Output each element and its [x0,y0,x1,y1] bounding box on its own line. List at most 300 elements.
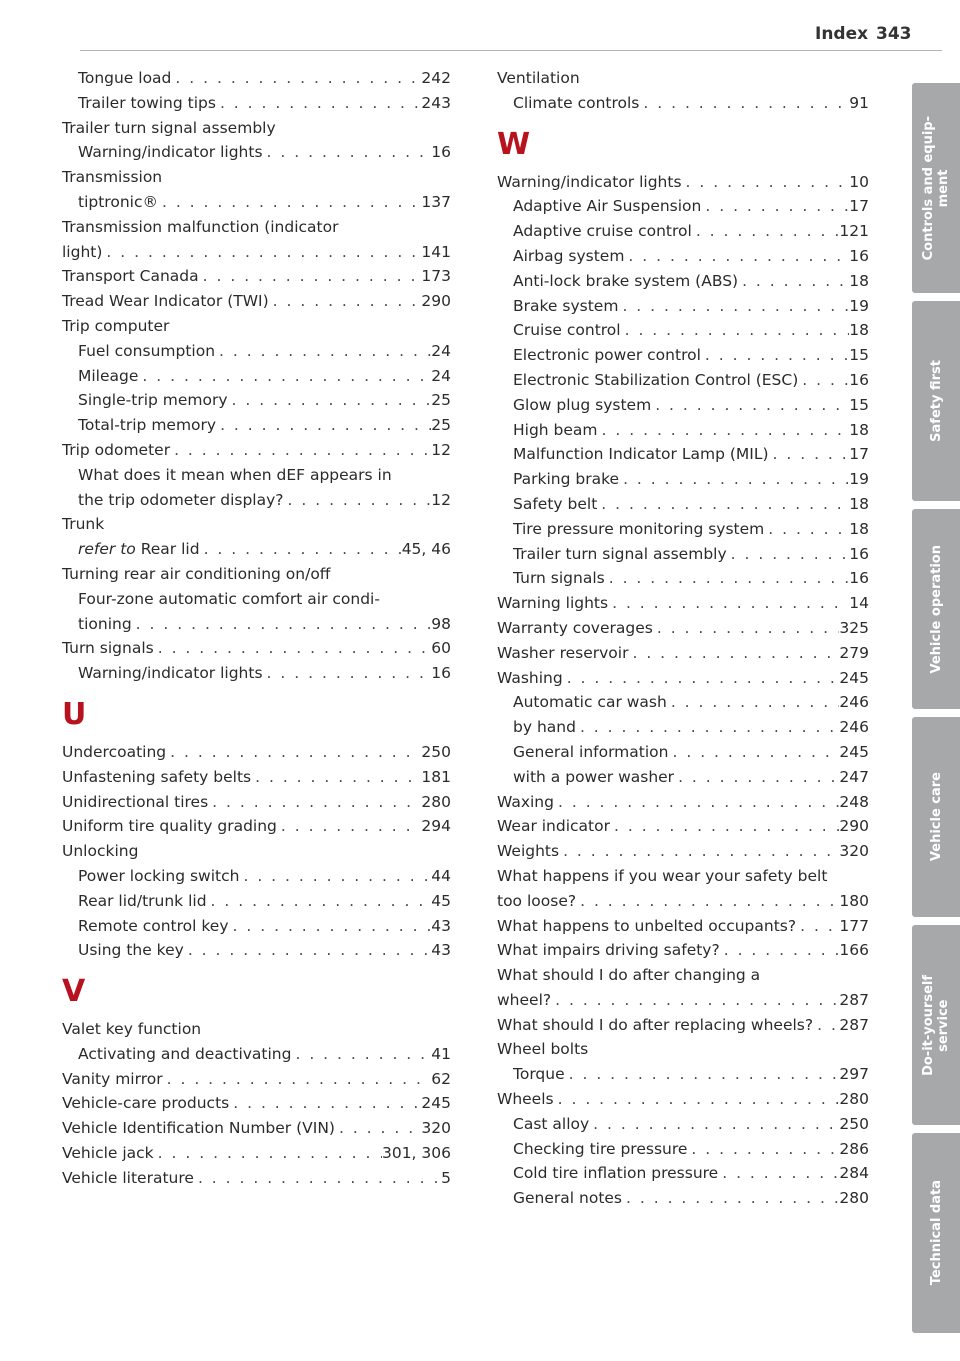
page-reference[interactable]: 245 [839,668,869,687]
page-reference[interactable]: 280 [421,792,451,811]
dot-leader [598,418,850,443]
entry-term: Warning/indicator lights [78,664,263,683]
index-entry[interactable] [497,1087,869,1112]
dot-leader [229,914,432,939]
page-reference[interactable]: 62 [431,1069,451,1088]
dot-leader [720,938,840,963]
dot-leader [239,864,431,889]
index-entry[interactable] [497,790,869,815]
page-reference[interactable]: 287 [839,990,869,1009]
index-entry[interactable] [497,219,869,244]
index-entry[interactable] [497,690,869,715]
page-reference[interactable]: 19 [849,470,869,489]
page-reference[interactable]: 245 [421,1094,451,1113]
page-reference[interactable]: 18 [849,519,869,538]
chapter-tab-do-it-yourself-service[interactable] [912,925,960,1125]
index-entry[interactable] [497,244,869,269]
index-entry[interactable] [62,190,451,215]
dot-leader [207,889,432,914]
entry-term: Fuel consumption [78,341,216,360]
entry-term: Wheels [497,1090,554,1109]
entry-term: Warranty coverages [497,618,653,637]
index-entry[interactable] [62,938,451,963]
page-reference[interactable]: 5 [441,1168,451,1187]
page-reference[interactable]: 137 [421,192,451,211]
dot-leader [154,1141,382,1166]
entry-term: Turn signals [513,569,605,588]
dot-leader [184,938,431,963]
index-entry [497,963,869,988]
entry-term: What should I do after changing a [497,966,761,985]
dot-leader [154,636,432,661]
entry-term: Tongue load [78,69,172,87]
page-reference[interactable]: 18 [849,321,869,340]
index-entry[interactable] [62,740,451,765]
dot-leader [277,814,422,839]
index-entry[interactable] [497,914,869,939]
dot-leader [208,790,421,815]
entry-term: Unlocking [62,842,139,861]
dot-leader [624,244,849,269]
page-reference[interactable]: 286 [839,1139,869,1158]
index-entry [497,1037,869,1062]
page-reference[interactable]: 12 [431,490,451,509]
entry-term: Turning rear air conditioning on/off [62,564,331,583]
page-reference[interactable]: 181 [421,767,451,786]
page-reference[interactable]: 250 [839,1114,869,1133]
index-entry[interactable] [62,413,451,438]
dot-leader [769,442,850,467]
index-entry[interactable] [497,467,869,492]
entry-term: Automatic car wash [513,693,667,712]
chapter-tab-controls-and-equip-ment[interactable] [912,83,960,293]
dot-leader [559,839,839,864]
index-entry[interactable] [62,1091,451,1116]
dot-leader [798,368,849,393]
entry-term: Mileage [78,366,139,385]
header-rule [80,50,942,51]
entry-term: Turn signals [62,639,154,658]
index-entry[interactable] [497,839,869,864]
page-reference[interactable]: 290 [421,292,451,311]
entry-term: Power locking switch [78,866,240,885]
page-reference[interactable]: 287 [839,1015,869,1034]
entry-term: Cruise control [513,321,621,340]
entry-term: Glow plug system [513,395,652,414]
index-entry[interactable] [62,1067,451,1092]
index-entry[interactable] [497,641,869,666]
dot-leader [194,1166,441,1191]
entry-term: Airbag system [513,246,625,265]
entry-term: What happens to unbelted occupants? [497,916,797,935]
page-reference[interactable]: 16 [849,246,869,265]
page-reference[interactable]: 17 [849,445,869,464]
index-entry[interactable] [62,364,451,389]
page-reference[interactable]: 14 [849,594,869,613]
page-reference[interactable]: 24 [431,366,451,385]
index-entry[interactable] [497,566,869,591]
entry-term: Adaptive cruise control [513,222,692,241]
chapter-tab-label: Vehicle operation [928,544,944,674]
dot-leader [228,388,432,413]
page-reference[interactable]: 41 [431,1044,451,1063]
dot-leader [563,666,840,691]
dot-leader [813,1013,839,1038]
dot-leader [653,616,840,641]
index-entry[interactable] [497,616,869,641]
header-title: Index [815,24,869,44]
entry-term: Unidirectional tires [62,792,209,811]
entry-term: Trailer turn signal assembly [513,544,727,563]
index-entry[interactable] [62,765,451,790]
index-entry[interactable] [62,661,451,686]
entry-term: too loose? [497,891,577,910]
index-entry[interactable] [62,1141,451,1166]
chapter-tab-label: Do-it-yourself service [921,974,951,1076]
chapter-tab-technical-data[interactable] [912,1133,960,1333]
dot-leader [215,339,431,364]
page-reference[interactable]: 121 [839,222,869,241]
index-entry[interactable] [497,1161,869,1186]
entry-term: Waxing [497,792,554,811]
index-entry[interactable] [62,790,451,815]
index-entry[interactable] [62,537,451,562]
entry-term: Transmission malfunction (indicator [62,217,339,236]
page-reference[interactable]: 15 [849,395,869,414]
entry-term: Electronic Stabilization Control (ESC) [513,370,799,389]
page-reference[interactable]: 44 [431,866,451,885]
entry-term: Undercoating [62,742,167,761]
dot-leader [102,240,421,265]
dot-leader [597,492,849,517]
index-entry[interactable] [497,517,869,542]
dot-leader [335,1116,421,1141]
page-reference[interactable]: 284 [839,1164,869,1183]
index-entry[interactable] [62,814,451,839]
entry-term: Trip computer [62,316,170,335]
index-entry[interactable] [62,91,451,116]
page-reference[interactable]: 10 [849,172,869,191]
page-reference[interactable]: 19 [849,296,869,315]
index-entry[interactable] [497,889,869,914]
chapter-tab-label: Vehicle care [928,772,944,862]
entry-term: High beam [513,420,598,439]
entry-term: Wheel bolts [497,1040,589,1059]
index-entry[interactable] [497,740,869,765]
dot-leader [263,140,432,165]
entry-term: Electronic power control [513,346,701,365]
page-reference[interactable]: 173 [421,267,451,286]
index-entry[interactable] [497,269,869,294]
dot-leader [651,393,849,418]
dot-leader [605,566,850,591]
dot-leader [170,438,431,463]
index-entry[interactable] [62,66,451,91]
chapter-tab-label: Technical data [928,1180,944,1286]
index-column-left [62,66,451,1191]
index-entry[interactable] [62,438,451,463]
page-reference[interactable]: 246 [839,718,869,737]
index-entry[interactable] [497,1186,869,1211]
chapter-tabs [912,83,960,1341]
page-reference[interactable]: 247 [839,767,869,786]
page-reference[interactable]: 320 [421,1119,451,1138]
index-entry[interactable] [497,343,869,368]
index-entry[interactable] [497,91,869,116]
index-entry[interactable] [62,612,451,637]
entry-term: Vehicle jack [62,1144,154,1163]
dot-leader [639,91,849,116]
index-entry [62,314,451,339]
index-entry[interactable] [497,1013,869,1038]
page-reference[interactable]: 25 [431,391,451,410]
entry-term: by hand [513,718,576,737]
page-reference[interactable]: 301, 306 [381,1144,451,1163]
page-reference[interactable]: 297 [839,1065,869,1084]
page-reference[interactable]: 16 [431,143,451,162]
dot-leader [692,219,840,244]
entry-term: What impairs driving safety? [497,941,720,960]
header-page-number: 343 [876,24,912,44]
dot-leader [200,537,402,562]
page-reference[interactable]: 60 [431,639,451,658]
dot-leader [701,343,849,368]
page-reference[interactable]: 177 [839,916,869,935]
page-reference[interactable]: 325 [839,618,869,637]
entry-term: General notes [513,1189,623,1208]
dot-leader [628,641,839,666]
dot-leader [764,517,849,542]
index-entry[interactable] [497,1137,869,1162]
dot-leader [263,661,432,686]
entry-term: Unfastening safety belts [62,767,252,786]
dot-leader [589,1112,839,1137]
index-entry [62,463,451,488]
dot-leader [796,914,839,939]
page-reference[interactable]: 16 [849,370,869,389]
index-entry[interactable] [497,294,869,319]
index-entry[interactable] [62,140,451,165]
dot-leader [576,889,839,914]
page-reference[interactable]: 243 [421,93,451,112]
page-reference[interactable]: 290 [839,817,869,836]
page-reference[interactable]: 18 [849,271,869,290]
page-reference[interactable]: 16 [849,569,869,588]
entry-term: What happens if you wear your safety belt [497,866,828,885]
page-reference[interactable]: 45 [431,891,451,910]
dot-leader [269,289,422,314]
entry-term: Torque [513,1065,565,1084]
entry-term: Warning/indicator lights [78,143,263,162]
entry-term: Transmission [62,168,163,187]
page-reference[interactable]: 250 [421,742,451,761]
dot-leader [727,542,850,567]
index-entry[interactable] [497,1112,869,1137]
dot-leader [199,264,422,289]
page-reference[interactable]: 17 [849,197,869,216]
entry-term: Washer reservoir [497,643,629,662]
page-reference[interactable]: 18 [849,494,869,513]
entry-term: Cast alloy [513,1114,590,1133]
index-entry[interactable] [62,1166,451,1191]
page-reference[interactable]: 16 [849,544,869,563]
entry-term: Safety belt [513,494,598,513]
dot-leader [229,1091,421,1116]
page-reference[interactable]: 280 [839,1189,869,1208]
index-entry[interactable] [497,988,869,1013]
index-entry [62,562,451,587]
index-entry[interactable] [497,591,869,616]
entry-term: tioning [78,614,132,633]
page-reference[interactable]: 279 [839,643,869,662]
index-entry[interactable] [62,864,451,889]
page-reference[interactable]: 246 [839,693,869,712]
index-entry[interactable] [62,488,451,513]
entry-term: Trip odometer [62,440,171,459]
entry-term: Vehicle-care products [62,1094,230,1113]
entry-term: wheel? [497,990,552,1009]
entry-term: with a power washer [513,767,675,786]
page-reference[interactable]: 98 [431,614,451,633]
page-reference[interactable]: 294 [421,817,451,836]
index-entry[interactable] [62,889,451,914]
index-entry[interactable] [62,339,451,364]
index-entry[interactable] [497,492,869,517]
entry-term: Wear indicator [497,817,610,836]
index-column-right [497,66,869,1211]
dot-leader [668,740,839,765]
index-entry[interactable] [497,194,869,219]
index-entry[interactable] [62,289,451,314]
dot-leader [291,1042,431,1067]
index-entry [62,512,451,537]
chapter-tab-label: Controls and equip- ment [921,115,951,261]
dot-leader [682,170,850,195]
page-reference[interactable]: 24 [431,341,451,360]
index-entry [62,587,451,612]
entry-term: Four-zone automatic comfort air condi- [78,589,380,608]
index-entry[interactable] [497,442,869,467]
index-entry[interactable] [62,240,451,265]
index-entry[interactable] [62,636,451,661]
page-reference[interactable]: 12 [431,440,451,459]
entry-term: Adaptive Air Suspension [513,197,702,216]
page-reference[interactable]: 248 [839,792,869,811]
entry-term: Warning/indicator lights [497,172,682,191]
entry-term: Rear lid/trunk lid [78,891,207,910]
page-reference[interactable]: 141 [421,242,451,261]
page-reference[interactable]: 320 [839,842,869,861]
entry-term: Uniform tire quality grading [62,817,277,836]
section-letter-v: V [62,974,86,1010]
page-reference[interactable]: 15 [849,346,869,365]
index-entry[interactable] [497,765,869,790]
index-entry[interactable] [497,170,869,195]
entry-term: Transport Canada [62,267,199,286]
entry-term: Weights [497,842,560,861]
dot-leader [718,1161,839,1186]
entry-term: Anti-lock brake system (ABS) [513,271,739,290]
index-entry[interactable] [62,1042,451,1067]
index-entry[interactable] [62,388,451,413]
entry-term: Checking tire pressure [513,1139,688,1158]
dot-leader [171,66,421,91]
dot-leader [619,467,849,492]
page-reference[interactable]: 16 [431,664,451,683]
dot-leader [674,765,839,790]
section-letter-u: U [62,696,87,732]
index-entry[interactable] [497,368,869,393]
index-entry[interactable] [497,418,869,443]
chapter-tab-vehicle-operation[interactable] [912,509,960,709]
dot-leader [554,1087,840,1112]
index-entry [62,839,451,864]
entry-term: Washing [497,668,563,687]
index-entry[interactable] [497,666,869,691]
entry-term: Parking brake [513,470,620,489]
chapter-tab-vehicle-care[interactable] [912,717,960,917]
index-entry[interactable] [497,393,869,418]
index-entry [62,1017,451,1042]
page-reference[interactable]: 242 [421,69,451,87]
index-entry [62,215,451,240]
index-entry [62,116,451,141]
dot-leader [163,1067,432,1092]
dot-leader [565,1062,840,1087]
index-entry[interactable] [62,914,451,939]
cross-reference-label: refer to [78,540,136,559]
page-reference[interactable]: 25 [431,416,451,435]
entry-term: tiptronic® [78,192,158,211]
page-reference[interactable]: 166 [839,941,869,960]
entry-term: Malfunction Indicator Lamp (MIL) [513,445,769,464]
dot-leader [738,269,849,294]
entry-term: Trunk [62,515,105,534]
entry-term: Single-trip memory [78,391,228,410]
page-reference[interactable]: 45, 46 [401,540,451,559]
dot-leader [622,1186,839,1211]
page-reference[interactable]: 18 [849,420,869,439]
page-reference[interactable]: 280 [839,1090,869,1109]
entry-term: the trip odometer display? [78,490,284,509]
index-entry[interactable] [497,715,869,740]
index-entry[interactable] [497,814,869,839]
dot-leader [701,194,849,219]
page-reference[interactable]: 43 [431,941,451,960]
entry-term: Valet key function [62,1020,202,1039]
index-entry[interactable] [497,1062,869,1087]
index-entry[interactable] [62,1116,451,1141]
index-entry[interactable] [497,938,869,963]
chapter-tab-safety-first[interactable] [912,301,960,501]
dot-leader [576,715,839,740]
dot-leader [216,413,431,438]
entry-term: Trailer turn signal assembly [62,118,276,137]
entry-term: Brake system [513,296,619,315]
dot-leader [166,740,421,765]
page-reference[interactable]: 180 [839,891,869,910]
page-reference[interactable]: 91 [849,93,869,112]
page-reference[interactable]: 245 [839,742,869,761]
index-entry[interactable] [497,318,869,343]
dot-leader [687,1137,839,1162]
page-reference[interactable]: 43 [431,916,451,935]
index-entry [62,165,451,190]
index-entry[interactable] [62,264,451,289]
dot-leader [138,364,431,389]
entry-term-text: Rear lid [135,540,200,559]
index-entry[interactable] [497,542,869,567]
